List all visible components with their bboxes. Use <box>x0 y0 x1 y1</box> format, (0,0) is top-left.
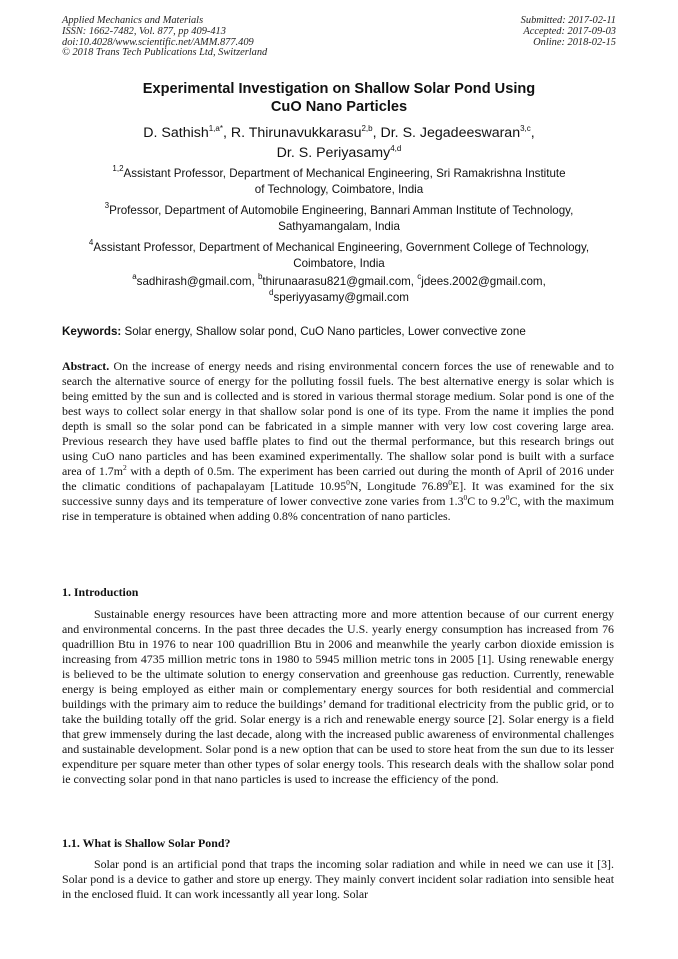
abstract-sup-5: 0 <box>505 493 510 502</box>
affiliation-3-marker: 4 <box>88 238 94 247</box>
abstract-label: Abstract. <box>62 359 110 373</box>
email-b-marker: b <box>257 272 263 281</box>
author-2-marker: 2,b <box>361 124 373 133</box>
email-b: thirunaarasu821@gmail.com, <box>262 275 418 288</box>
email-c: jdees.2002@gmail.com, <box>421 275 546 288</box>
author-1-marker: 1,a* <box>208 124 223 133</box>
abstract-sup-3: 0 <box>448 478 453 487</box>
keywords-text: Solar energy, Shallow solar pond, CuO Nano particles, Lower convective zone <box>121 325 526 338</box>
title-line-2: CuO Nano Particles <box>270 99 408 115</box>
abstract-text-1: On the increase of energy needs and rising environmental concern forces the use of renewable and to search the alternative source of energy for the polluting fossil fuels. The best alternative energy is solar which is being emitted by the sun and is collected and is stored in various thermal storage medium. Solar pond is one of the best ways to collect solar energy in that shallow solar pond is one of its type. From the name it implies the pond depth is small so the solar pond can be fabricated in a simple manner with very low cost covering large area. Previous research they have used baffle plates to find out the thermal performance, but this research brings out using CuO nano particles and has been examined experimentally. The shallow solar pond is built with a surface area of 1.7m <box>62 359 614 478</box>
email-d: speriyyasamy@gmail.com <box>273 290 409 304</box>
affiliation-2-line-1: Professor, Department of Automobile Engineering, Bannari Amman Institute of Technology, <box>109 204 574 217</box>
affiliation-2-marker: 3 <box>104 201 110 210</box>
abstract-text-5: C to 9.2 <box>467 494 506 508</box>
abstract-text-6: C, with the maximum rise in temperature is obtained when adding 0.8% concentration of nano particles. <box>62 494 614 523</box>
journal-name: Applied Mechanics and Materials <box>62 15 204 26</box>
abstract-text-3: N, Longitude 76.89 <box>349 479 449 493</box>
paper-title <box>62 80 616 116</box>
accepted-date: Accepted: 2017-09-03 <box>523 25 616 37</box>
section-heading-shallow-solar-pond: 1.1. What is Shallow Solar Pond? <box>62 836 231 850</box>
author-3-marker: 3,c <box>520 124 531 133</box>
introduction-paragraph: Sustainable energy resources have been attracting more and more attention because of our current energy and environmental concerns. In the past three decades the U.S. yearly energy consumption has increased from 76 quadrillion Btu in 1976 to near 100 quadrillion Btu in 2006 and meanwhile the yearly carbon dioxide emission is increasing from 4735 million metric tons in 1980 to 5945 million metric tons in 2005 [1]. Using renewable energy is believed to be the ultimate solution to energy conservation and greenhouse gas reduction. Currently, renewable energy is being employed as either main or complementary energy sources for both residential and commercial buildings with the primary aim to reduce the buildings’ demand for traditional electricity from the public grid, or to take the building totally off the grid. Solar energy is a rich and renewable energy source [2]. Solar energy is a field that grew immensely during the last decade, along with the increased public awareness of environmental challenges and sustainable development. Solar pond is a new option that can be used to store heat from the sun due to its lesser expenditure per square meter than other types of solar energy tools. This research deals with the shallow solar pond ie convecting solar pond in that nano particles is used to increase the efficiency of the pond. <box>62 607 614 786</box>
email-c-marker: c <box>417 272 422 281</box>
keywords-label: Keywords: <box>62 325 122 338</box>
shallow-solar-pond-paragraph: Solar pond is an artificial pond that traps the incoming solar radiation and while in need we can use it [3]. Solar pond is a device to gather and store up energy. They mainly convert incident solar radiation into sensible heat in the enclosed fluid. It can work incessantly all year long. Solar <box>62 857 614 901</box>
email-list <box>62 274 616 305</box>
affiliation-3-line-2: Coimbatore, India <box>293 256 385 270</box>
journal-doi: doi:10.4028/www.scientific.net/AMM.877.409 <box>62 36 254 48</box>
email-a-marker: a <box>132 272 137 281</box>
abstract-sup-4: 0 <box>463 493 468 502</box>
title-line-1: Experimental Investigation on Shallow Solar Pond Using <box>142 81 536 97</box>
affiliation-1-marker: 1,2 <box>112 164 124 173</box>
online-date: Online: 2018-02-15 <box>533 36 616 48</box>
abstract-sup-1: 2 <box>122 463 127 472</box>
submitted-date: Submitted: 2017-02-11 <box>520 15 616 26</box>
affiliation-1-line-1: Assistant Professor, Department of Mechanical Engineering, Sri Ramakrishna Institute <box>123 167 566 180</box>
publication-dates <box>521 16 616 48</box>
abstract-text-2: with a depth of 0.5m. The experiment has been carried out during the month of April of 2016 under the climatic conditions of pachapalayam [Latitude 10.95 <box>62 464 614 493</box>
abstract <box>62 359 614 524</box>
author-4: Dr. S. Periyasamy <box>276 144 391 161</box>
email-d-marker: d <box>269 287 274 297</box>
abstract-text-4: E]. It was examined for the six successive sunny days and its temperature of lower convective zone varies from 1.3 <box>62 479 614 508</box>
journal-copyright: © 2018 Trans Tech Publications Ltd, Switzerland <box>62 47 268 59</box>
author-1: D. Sathish <box>143 125 209 141</box>
journal-info <box>62 16 267 59</box>
author-list: D. Sathish$^{1,a*}$, R. Thirunavukkarasu$^{2,b}$, Dr. S. Jegadeeswaran$^{3,c}$, Dr. S. Periyasamy$^{4,d}$ <box>143 124 535 161</box>
journal-issn: ISSN: 1662-7482, Vol. 877, pp 409-413 <box>62 25 226 37</box>
affiliation-3-line-1: Assistant Professor, Department of Mechanical Engineering, Government College of Technology, <box>93 241 590 254</box>
author-4-marker: 4,d <box>390 143 402 153</box>
affiliation-2 <box>62 203 616 234</box>
affiliation-1 <box>62 166 616 197</box>
keywords <box>62 324 616 339</box>
author-2: R. Thirunavukkarasu <box>230 125 362 141</box>
author-3: Dr. S. Jegadeeswaran <box>380 125 521 141</box>
section-heading-introduction: 1. Introduction <box>62 585 139 599</box>
abstract-sup-2: 0 <box>346 478 350 487</box>
affiliation-3 <box>62 240 616 271</box>
affiliation-1-line-2: of Technology, Coimbatore, India <box>254 182 424 196</box>
affiliation-2-line-2: Sathyamangalam, India <box>278 219 400 233</box>
email-a: sadhirash@gmail.com, <box>136 275 258 288</box>
